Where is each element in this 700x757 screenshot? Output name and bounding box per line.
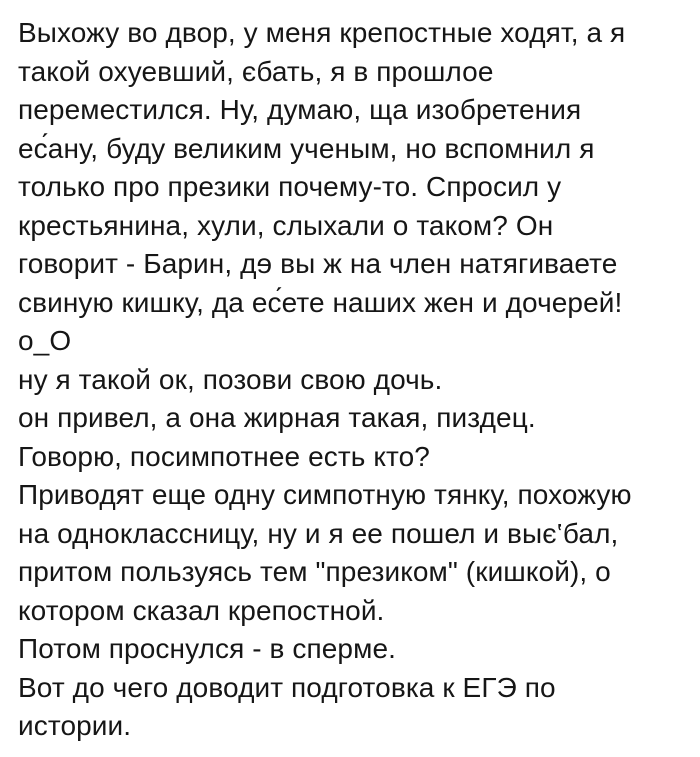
text-line: ну я такой ок, позови свою дочь. (18, 363, 443, 395)
text-line: он привел, а она жирная такая, пиздец. (18, 402, 536, 433)
text-line: крестьянина, хули, слыхали о таком? Он (18, 209, 554, 241)
text-line: котором сказал крепостной. (18, 594, 385, 626)
text-line: Говорю, посимпотнее есть кто? (18, 440, 430, 472)
text-line: переместился. Ну, думаю, ща изобретения (18, 94, 582, 125)
text-line: Выхожу во двор, у меня крепостные ходят, а я (18, 17, 626, 48)
text-line: Вот до чего доводит подготовка к ЕГЭ по (18, 671, 556, 703)
text-line: Приводят еще одну симпотную тянку, похожую (18, 479, 632, 510)
text-line: на одноклассницу, ну и я ее пошел и выє‛бал, (18, 517, 619, 549)
text-line: только про презики почему-то. Спросил у (18, 171, 562, 202)
text-line: о_О (18, 325, 72, 356)
text-line: притом пользуясь тем "презиком" (кишкой), о (18, 556, 611, 587)
text-line: Потом проснулся - в сперме. (18, 633, 396, 664)
text-line: свиную кишку, да ес́ете наших жен и дочерей! (18, 286, 623, 318)
text-line: ес́ану, буду великим ученым, но вспомнил я (18, 132, 595, 164)
text-line: говорит - Барин, дɘ вы ж на член натягиваете (18, 248, 618, 279)
text-line: такой охуевший, єбать, я в прошлое (18, 55, 494, 87)
text-line: истории. (18, 710, 132, 741)
